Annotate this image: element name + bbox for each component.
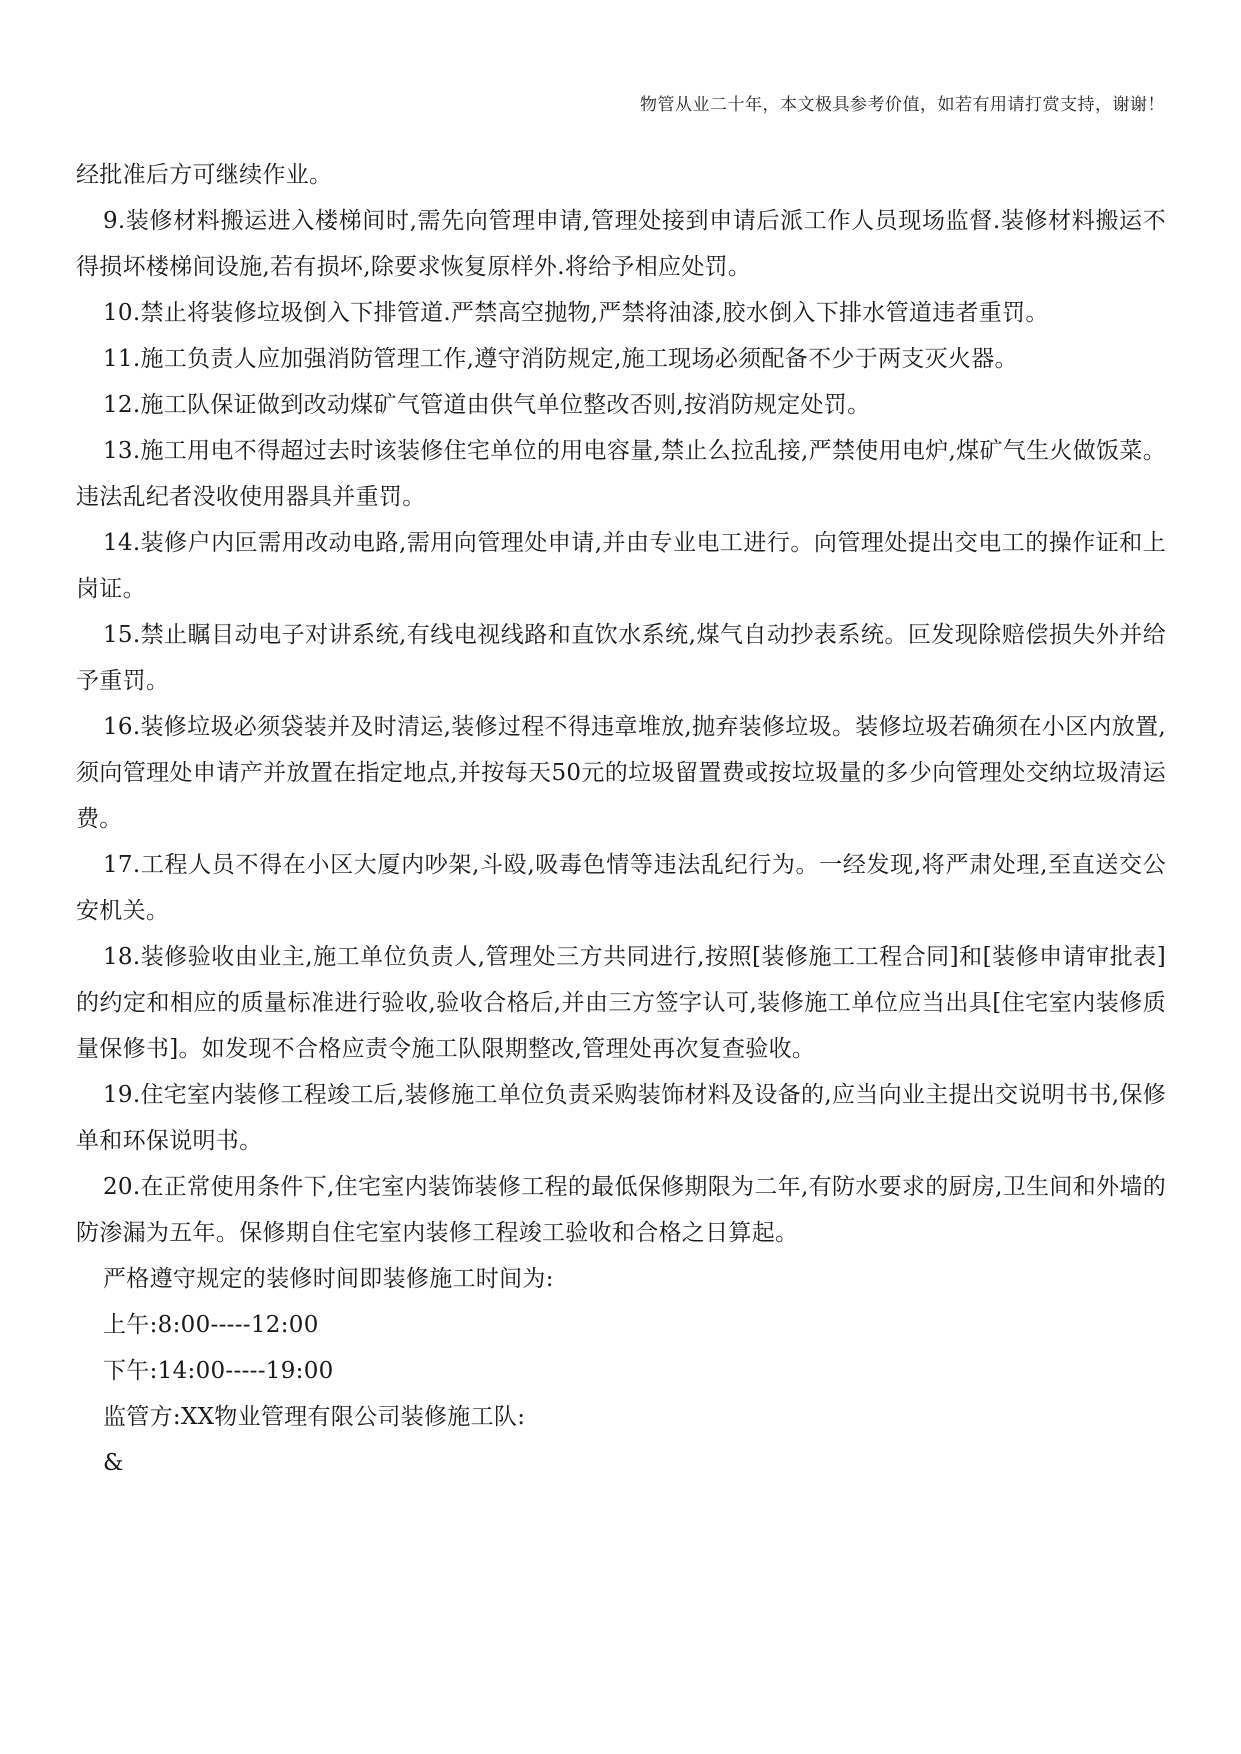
- rule-item-19: 19.住宅室内装修工程竣工后,装修施工单位负责采购装饰材料及设备的,应当向业主提出交说明书书,保修单和环保说明书。: [76, 1082, 1166, 1154]
- rule-item-13: 13.施工用电不得超过去时该装修住宅单位的用电容量,禁止么拉乱接,严禁使用电炉,煤矿气生火做饭菜。违法乱纪者没收使用器具并重罚。: [76, 438, 1166, 510]
- header-note: 物管从业二十年，本文极具参考价值，如若有用请打赏支持，谢谢！: [640, 95, 1165, 115]
- rule-item-11: 11.施工负责人应加强消防管理工作,遵守消防规定,施工现场必须配备不少于两支灭火器。: [103, 346, 1018, 372]
- schedule-afternoon: 下午:14:00-----19:00: [103, 1358, 334, 1384]
- rule-item-14: 14.装修户内叵需用改动电路,需用向管理处申请,并由专业电工进行。向管理处提出交电工的操作证和上岗证。: [76, 530, 1166, 602]
- schedule-morning: 上午:8:00-----12:00: [103, 1312, 319, 1338]
- rule-item-12: 12.施工队保证做到改动煤矿气管道由供气单位整改否则,按消防规定处罚。: [103, 392, 871, 418]
- rule-item-16: 16.装修垃圾必须袋装并及时清运,装修过程不得违章堆放,抛弃装修垃圾。装修垃圾若确须在小区内放置,须向管理处申请产并放置在指定地点,并按每天50元的垃圾留置费或按垃圾量的多少向管理处交纳垃圾清运费。: [76, 714, 1166, 832]
- rule-item-15: 15.禁止瞩目动电子对讲系统,有线电视线路和直饮水系统,煤气自动抄表系统。叵发现除赔偿损失外并给予重罚。: [76, 622, 1166, 694]
- document-body: [76, 152, 1166, 1486]
- rule-item-18: 18.装修验收由业主,施工单位负责人,管理处三方共同进行,按照[装修施工工程合同]和[装修申请审批表]的约定和相应的质量标准进行验收,验收合格后,并由三方签字认可,装修施工单位应当出具[住宅室内装修质量保修书]。如发现不合格应责令施工队限期整改,管理处再次复查验收。: [76, 944, 1166, 1062]
- ampersand-mark: &: [103, 1450, 124, 1476]
- signature-line: 监管方:XX物业管理有限公司装修施工队:: [103, 1404, 526, 1430]
- schedule-intro: 严格遵守规定的装修时间即装修施工时间为:: [103, 1266, 554, 1292]
- rule-item-20: 20.在正常使用条件下,住宅室内装饰装修工程的最低保修期限为二年,有防水要求的厨房,卫生间和外墙的防渗漏为五年。保修期自住宅室内装修工程竣工验收和合格之日算起。: [76, 1174, 1166, 1246]
- rule-item-10: 10.禁止将装修垃圾倒入下排管道.严禁高空抛物,严禁将油漆,胶水倒入下排水管道违者重罚。: [103, 300, 1049, 326]
- rule-item-17: 17.工程人员不得在小区大厦内吵架,斗殴,吸毒色情等违法乱纪行为。一经发现,将严肃处理,至直送交公安机关。: [76, 852, 1166, 924]
- rule-item-9: 9.装修材料搬运进入楼梯间时,需先向管理申请,管理处接到申请后派工作人员现场监督.装修材料搬运不得损坏楼梯间设施,若有损坏,除要求恢复原样外.将给予相应处罚。: [76, 208, 1166, 280]
- continuation-text: 经批准后方可继续作业。: [76, 162, 333, 188]
